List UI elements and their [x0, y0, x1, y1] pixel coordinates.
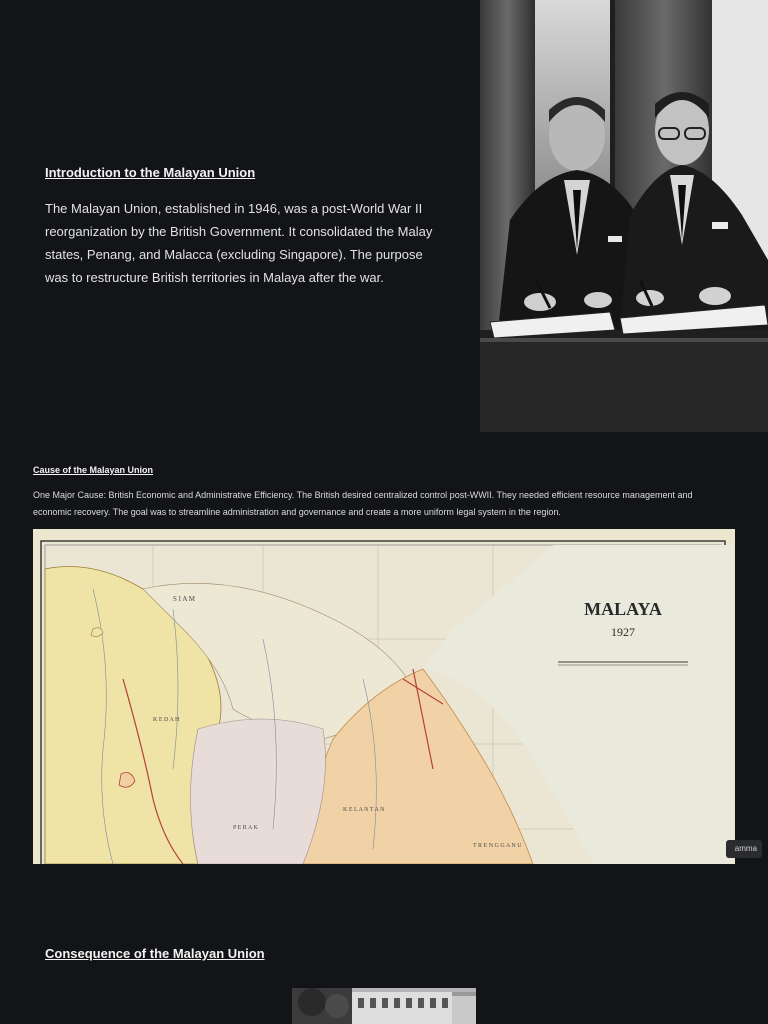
map-label-trengganu: T R E N G G A N U [473, 843, 522, 849]
map-label-siam: S I A M [173, 595, 195, 603]
map-label-perak: P E R A K [233, 825, 258, 831]
consequence-title: Consequence of the Malayan Union [45, 946, 265, 961]
signing-ceremony-photo [480, 0, 768, 432]
intro-title: Introduction to the Malayan Union [45, 165, 256, 180]
malaya-1927-map [33, 529, 735, 864]
gamma-badge[interactable]: amma [726, 840, 762, 858]
map-label-kelantan: K E L A N T A N [343, 807, 385, 813]
map-year: 1927 [611, 625, 635, 639]
cause-title: Cause of the Malayan Union [33, 465, 154, 475]
colonial-building-photo [292, 988, 476, 1024]
cause-body: One Major Cause: British Economic and Administrative Efficiency. The British desired centralized control post-WWII. They needed efficient resource management and economic recovery. The goal was to streamline administration and governance and create a more uniform legal system in the region. [33, 490, 693, 517]
map-title: MALAYA [584, 599, 662, 619]
intro-body: The Malayan Union, established in 1946, was a post-World War II reorganization by the British Government. It consolidated the Malay states, Penang, and Malacca (excluding Singapore). The purpose was to restructure British territories in Malaya after the war. [45, 201, 433, 285]
map-label-kedah: K E D A H [153, 717, 180, 723]
